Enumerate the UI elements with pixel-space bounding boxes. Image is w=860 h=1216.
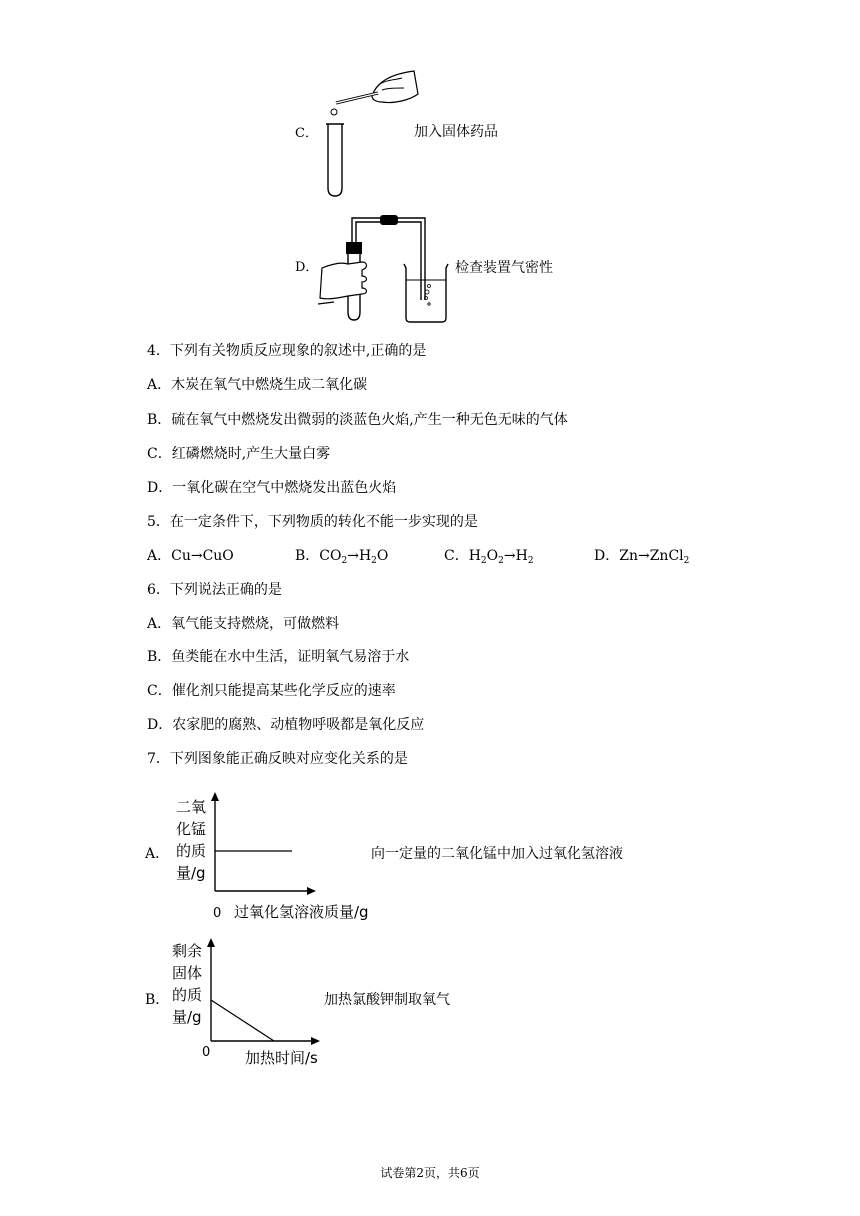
chart-b-ylabel-4: 量/g — [172, 1008, 202, 1026]
chart-b-y-arrow — [207, 938, 215, 947]
q6-option-b: B．鱼类能在水中生活，证明氧气易溶于水 — [147, 649, 410, 665]
chart-b-series-line — [211, 1000, 274, 1041]
q4-option-a: A．木炭在氧气中燃烧生成二氧化碳 — [147, 377, 368, 393]
chart-b-ylabel-1: 剩余 — [172, 942, 203, 960]
chart-b-x-arrow — [311, 1037, 320, 1045]
q6-option-d: D．农家肥的腐熟、动植物呼吸都是氧化反应 — [147, 717, 425, 733]
q6-option-a: A．氧气能支持燃烧，可做燃料 — [147, 616, 340, 632]
q7-option-b-caption: 加热氯酸钾制取氧气 — [324, 992, 450, 1008]
chart-a-y-arrow — [211, 792, 219, 801]
chart-a-ylabel-3: 的质 — [176, 842, 207, 860]
chart-b-xlabel: 加热时间/s — [245, 1049, 318, 1067]
option-c-caption: 加入固体药品 — [414, 124, 498, 140]
option-c-letter: C． — [295, 126, 318, 141]
q5-option-b: B．$CO_2\to H_2O$ — [295, 548, 389, 566]
chart-a-ylabel-2: 化锰 — [176, 820, 207, 838]
q5-option-d: D．Zn→ZnCl$_2$ — [594, 548, 690, 566]
q5-option-a: A．Cu→CuO — [147, 548, 234, 564]
chart-a-origin: 0 — [213, 906, 222, 921]
q4-option-d: D．一氧化碳在空气中燃烧发出蓝色火焰 — [147, 480, 397, 496]
q4-stem: 4．下列有关物质反应现象的叙述中,正确的是 — [147, 343, 427, 359]
chart-b — [166, 936, 342, 1066]
q4-option-b: B．硫在氧气中燃烧发出微弱的淡蓝色火焰,产生一种无色无味的气体 — [147, 412, 568, 428]
chart-b-origin: 0 — [202, 1045, 211, 1060]
chart-a-ylabel-1: 二氧 — [176, 798, 207, 816]
q7-stem: 7．下列图象能正确反映对应变化关系的是 — [147, 751, 408, 767]
chart-a-ylabel-4: 量/g — [176, 864, 206, 882]
chart-a-xlabel: 过氧化氢溶液质量/g — [234, 903, 369, 921]
q6-option-c: C．催化剂只能提高某些化学反应的速率 — [147, 683, 396, 699]
option-d-caption: 检查装置气密性 — [455, 260, 553, 276]
option-d-letter: D． — [295, 260, 319, 275]
chart-b-ylabel-3: 的质 — [172, 986, 203, 1004]
chart-a — [168, 790, 378, 922]
q7-option-a-letter: A． — [145, 846, 170, 862]
chart-b-ylabel-2: 固体 — [172, 964, 203, 982]
q7-option-b-letter: B． — [145, 992, 170, 1008]
test-tube-solid-illustration — [322, 66, 422, 198]
page-footer: 试卷第2页，共6页 — [380, 1166, 480, 1180]
q4-option-c: C．红磷燃烧时,产生大量白雾 — [147, 446, 331, 462]
chart-a-x-arrow — [307, 887, 316, 895]
q5-option-c: C．$H_2O_2\to H_2$ — [444, 548, 534, 566]
q7-option-a-caption: 向一定量的二氧化锰中加入过氧化氢溶液 — [371, 846, 623, 862]
q6-stem: 6．下列说法正确的是 — [147, 582, 282, 598]
airtightness-apparatus-illustration — [318, 212, 450, 324]
q5-stem: 5．在一定条件下，下列物质的转化不能一步实现的是 — [147, 514, 478, 530]
